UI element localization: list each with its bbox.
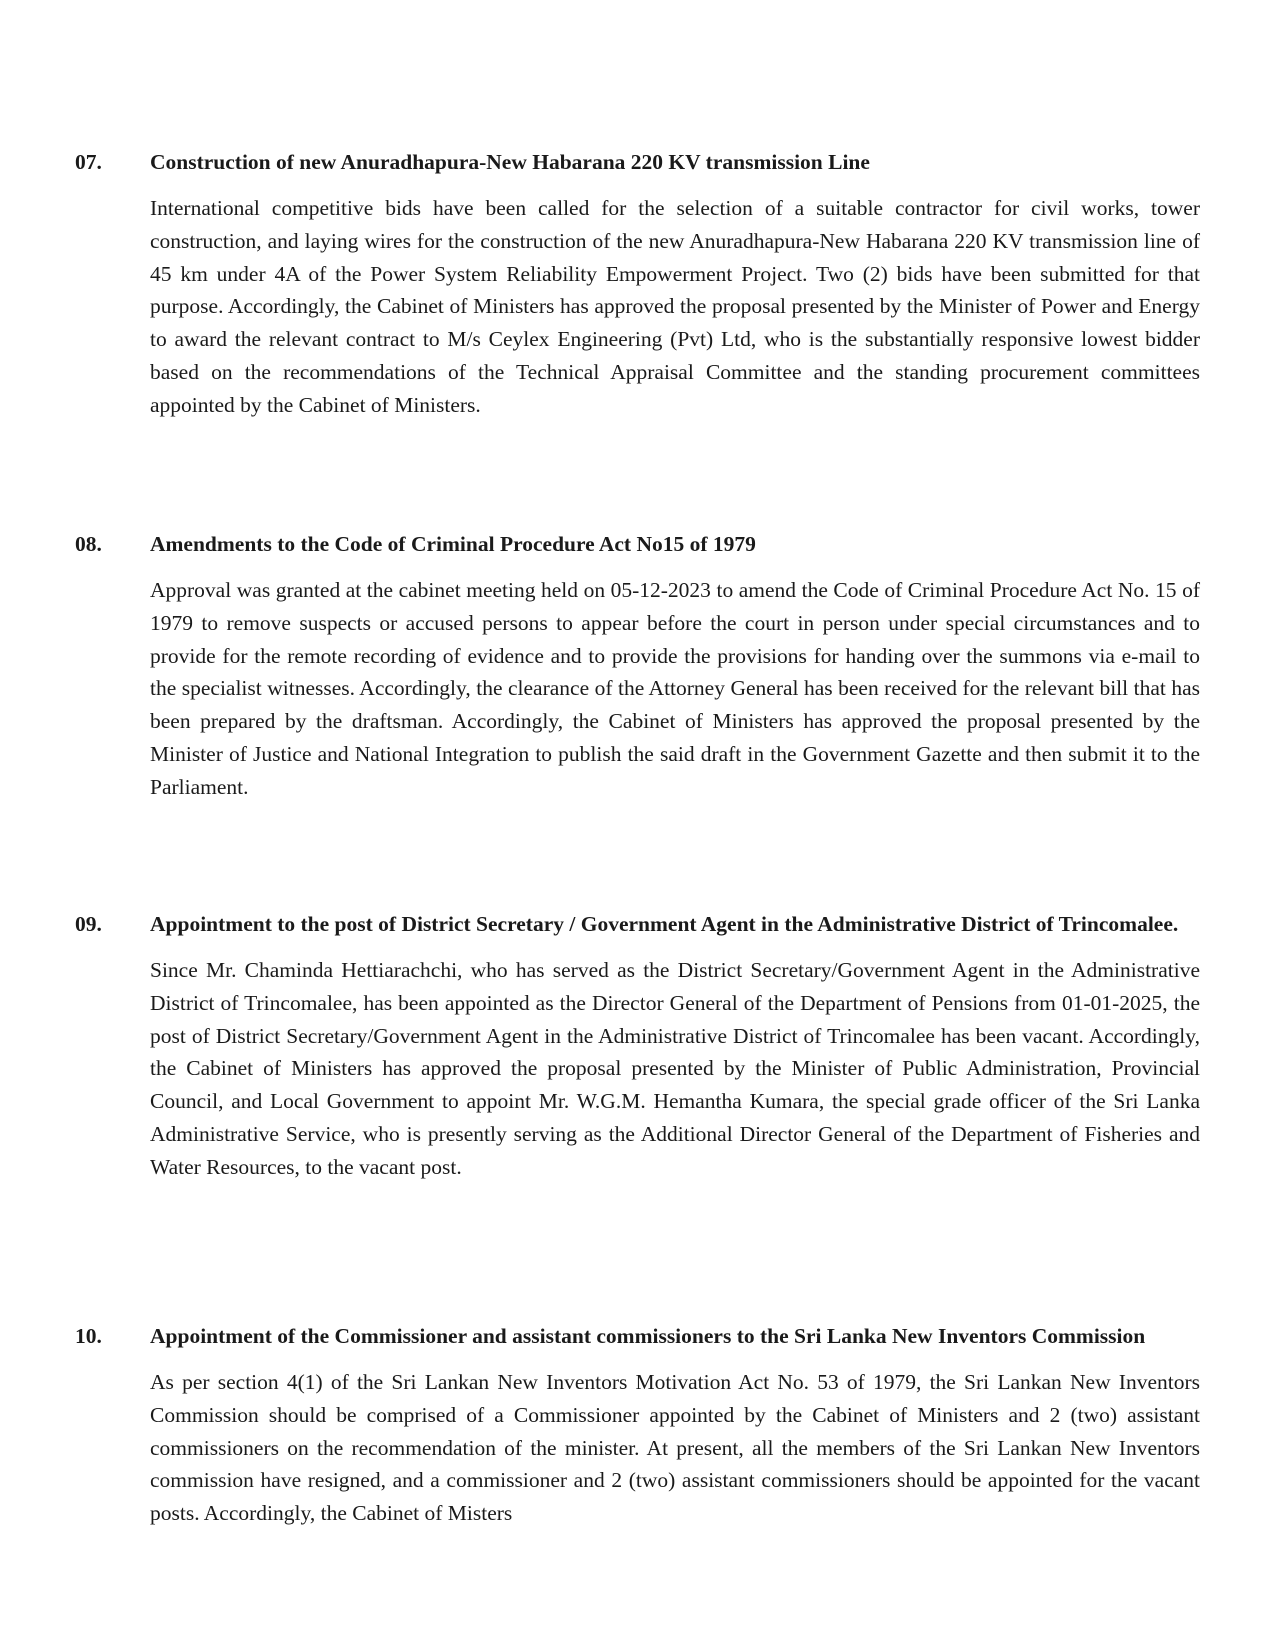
section-body: As per section 4(1) of the Sri Lankan New Inventors Motivation Act No. 53 of 1979, the Sri Lankan New Inventors Commission should be comprised of a Commissioner appointed by the Cabinet of Ministers and 2 (two) assistant commissioners on the recommendation of the minister. At present, all the members of the Sri Lankan New Inventors commission have resigned, and a commissioner and 2 (two) assistant commissioners should be appointed for the vacant posts. Accordingly, the Cabinet of Misters [150, 1370, 1200, 1526]
decision-section-10 [75, 1320, 1200, 1530]
decision-section-07 [75, 146, 1200, 422]
section-body: International competitive bids have been called for the selection of a suitable contractor for civil works, tower construction, and laying wires for the construction of the new Anuradhapura-New Habarana 220 KV transmission line of 45 km under 4A of the Power System Reliability Empowerment Project. Two (2) bids have been submitted for that purpose. Accordingly, the Cabinet of Ministers has approved the proposal presented by the Minister of Power and Energy to award the relevant contract to M/s Ceylex Engineering (Pvt) Ltd, who is the substantially responsive lowest bidder based on the recommendations of the Technical Appraisal Committee and the standing procurement committees appointed by the Cabinet of Ministers. [150, 196, 1200, 417]
section-body: Since Mr. Chaminda Hettiarachchi, who has served as the District Secretary/Government Agent in the Administrative District of Trincomalee, has been appointed as the Director General of the Department of Pensions from 01-01-2025, the post of District Secretary/Government Agent in the Administrative District of Trincomalee has been vacant. Accordingly, the Cabinet of Ministers has approved the proposal presented by the Minister of Public Administration, Provincial Council, and Local Government to appoint Mr. W.G.M. Hemantha Kumara, the special grade officer of the Sri Lanka Administrative Service, who is presently serving as the Additional Director General of the Department of Fisheries and Water Resources, to the vacant post. [150, 958, 1200, 1179]
section-number: 09. [75, 912, 102, 936]
section-heading: Appointment to the post of District Secretary / Government Agent in the Administrative District of Trincomalee. [150, 912, 1179, 936]
decision-section-08 [75, 528, 1200, 804]
section-heading: Appointment of the Commissioner and assistant commissioners to the Sri Lanka New Inventors Commission [150, 1324, 1146, 1348]
decision-section-09 [75, 908, 1200, 1184]
section-number: 07. [75, 150, 102, 174]
section-number: 08. [75, 532, 102, 556]
section-heading: Amendments to the Code of Criminal Procedure Act No15 of 1979 [150, 532, 756, 556]
section-number: 10. [75, 1324, 102, 1348]
section-heading: Construction of new Anuradhapura-New Habarana 220 KV transmission Line [150, 150, 870, 174]
section-body: Approval was granted at the cabinet meeting held on 05-12-2023 to amend the Code of Criminal Procedure Act No. 15 of 1979 to remove suspects or accused persons to appear before the court in person under special circumstances and to provide for the remote recording of evidence and to provide the provisions for handing over the summons via e-mail to the specialist witnesses. Accordingly, the clearance of the Attorney General has been received for the relevant bill that has been prepared by the draftsman. Accordingly, the Cabinet of Ministers has approved the proposal presented by the Minister of Justice and National Integration to publish the said draft in the Government Gazette and then submit it to the Parliament. [150, 578, 1200, 799]
